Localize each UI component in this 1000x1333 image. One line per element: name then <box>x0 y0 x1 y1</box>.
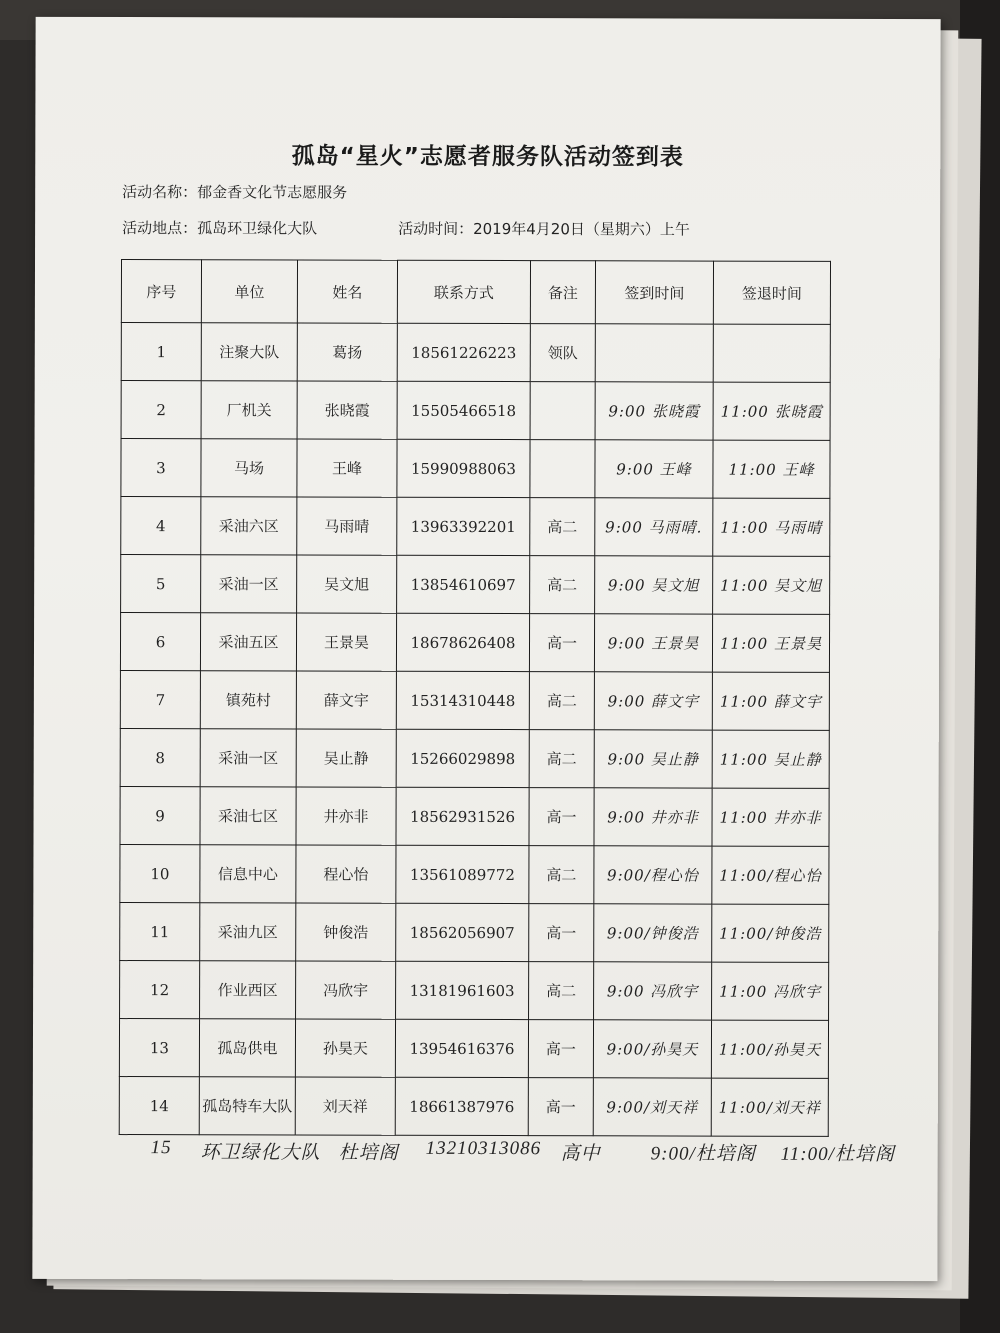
cell-note: 高二 <box>529 672 594 730</box>
table-row <box>120 787 829 847</box>
cell-phone: 13854610697 <box>397 555 530 613</box>
activity-time: 活动时间：2019年4月20日（星期六）上午 <box>398 219 690 239</box>
cell-unit: 采油九区 <box>200 903 296 961</box>
cell-sign-out: 11:00 王景昊 <box>712 614 829 672</box>
table-row <box>119 1077 828 1137</box>
cell-no: 13 <box>119 1019 199 1077</box>
sign-in-table <box>119 259 831 1137</box>
cell-name: 井亦非 <box>296 787 396 845</box>
cell-unit: 作业西区 <box>200 961 296 1019</box>
cell-name: 冯欣宇 <box>296 961 396 1019</box>
cell-sign-out: 11:00 吴止静 <box>712 730 829 788</box>
cell-unit: 厂机关 <box>201 381 297 439</box>
cell-note: 高二 <box>529 846 594 904</box>
table-row <box>120 613 829 673</box>
cell-sign-out: 11:00 马雨晴 <box>713 498 830 556</box>
cell-no: 14 <box>119 1077 199 1135</box>
cell-note <box>530 440 595 498</box>
cell-no: 5 <box>121 555 201 613</box>
cell-sign-in <box>595 324 713 382</box>
cell-note: 高一 <box>528 1078 593 1136</box>
table-row <box>121 555 830 615</box>
cell-phone: 18562931526 <box>396 787 529 845</box>
header-unit: 单位 <box>201 260 297 323</box>
cell-no: 10 <box>120 845 200 903</box>
handwritten-unit: 环卫绿化大队 <box>200 1142 321 1164</box>
cell-sign-out: 11:00 冯欣宇 <box>712 962 829 1020</box>
cell-unit: 孤岛供电 <box>199 1019 295 1077</box>
cell-phone: 13954616376 <box>395 1019 528 1077</box>
cell-sign-out <box>713 324 830 382</box>
cell-no: 1 <box>121 323 201 381</box>
handwritten-note: 高中 <box>560 1143 601 1165</box>
cell-unit: 信息中心 <box>200 845 296 903</box>
cell-sign-in: 9:00 马雨晴. <box>595 498 713 556</box>
cell-note: 高一 <box>528 1020 593 1078</box>
cell-no: 6 <box>120 613 200 671</box>
cell-no: 12 <box>120 961 200 1019</box>
cell-name: 张晓霞 <box>297 381 397 439</box>
table-header-row <box>121 260 830 325</box>
cell-name: 王峰 <box>297 439 397 497</box>
cell-note: 高二 <box>530 498 595 556</box>
activity-name: 活动名称：郁金香文化节志愿服务 <box>122 183 348 202</box>
cell-no: 7 <box>120 671 200 729</box>
cell-sign-out: 11:00 薛文宇 <box>712 672 829 730</box>
cell-phone: 15505466518 <box>397 381 530 439</box>
cell-sign-in: 9:00 王景昊 <box>594 614 712 672</box>
cell-sign-in: 9:00 井亦非 <box>594 788 712 846</box>
cell-no: 3 <box>121 439 201 497</box>
cell-note: 领队 <box>530 324 595 382</box>
cell-phone: 18661387976 <box>395 1077 528 1135</box>
cell-sign-out: 11:00 王峰 <box>713 440 830 498</box>
cell-sign-out: 11:00 吴文旭 <box>713 556 830 614</box>
cell-phone: 13181961603 <box>396 961 529 1019</box>
cell-phone: 13561089772 <box>396 845 529 903</box>
cell-phone: 15266029898 <box>396 729 529 787</box>
cell-sign-in: 9:00 张晓霞 <box>595 382 713 440</box>
cell-sign-out: 11:00/孙昊天 <box>711 1020 828 1078</box>
cell-sign-in: 9:00 薛文宇 <box>594 672 712 730</box>
cell-sign-in: 9:00 吴文旭 <box>595 556 713 614</box>
cell-name: 薛文宇 <box>296 671 396 729</box>
cell-note: 高二 <box>530 556 595 614</box>
cell-sign-in: 9:00/钟俊浩 <box>594 904 712 962</box>
cell-unit: 采油六区 <box>201 497 297 555</box>
handwritten-name: 杜培阁 <box>338 1142 399 1164</box>
cell-unit: 镇苑村 <box>200 671 296 729</box>
table-row <box>119 1019 828 1079</box>
cell-name: 葛扬 <box>297 323 397 381</box>
cell-name: 程心怡 <box>296 845 396 903</box>
cell-name: 钟俊浩 <box>296 903 396 961</box>
handwritten-no: 15 <box>150 1137 172 1159</box>
cell-sign-out: 11:00 井亦非 <box>712 788 829 846</box>
cell-note: 高一 <box>529 904 594 962</box>
table-row <box>120 961 829 1021</box>
table-row <box>121 381 830 441</box>
cell-sign-in: 9:00/程心怡 <box>594 846 712 904</box>
cell-unit: 采油一区 <box>200 729 296 787</box>
handwritten-sign-in: 9:00/杜培阁 <box>650 1143 756 1165</box>
cell-unit: 马场 <box>201 439 297 497</box>
cell-note: 高二 <box>529 962 594 1020</box>
cell-name: 孙昊天 <box>295 1019 395 1077</box>
cell-phone: 15314310448 <box>396 671 529 729</box>
cell-no: 4 <box>121 497 201 555</box>
cell-name: 王景昊 <box>296 613 396 671</box>
cell-sign-in: 9:00/孙昊天 <box>593 1020 711 1078</box>
cell-sign-in: 9:00 冯欣宇 <box>594 962 712 1020</box>
cell-unit: 采油七区 <box>200 787 296 845</box>
cell-sign-out: 11:00 张晓霞 <box>713 382 830 440</box>
cell-sign-in: 9:00 吴止静 <box>594 730 712 788</box>
header-no: 序号 <box>121 260 201 323</box>
table-row <box>120 903 829 963</box>
header-sign-in: 签到时间 <box>595 261 713 324</box>
cell-no: 9 <box>120 787 200 845</box>
cell-unit: 孤岛特车大队 <box>199 1077 295 1135</box>
cell-no: 2 <box>121 381 201 439</box>
activity-place: 活动地点：孤岛环卫绿化大队 <box>122 219 318 238</box>
cell-unit: 采油五区 <box>200 613 296 671</box>
cell-sign-in: 9:00/刘天祥 <box>593 1078 711 1136</box>
cell-no: 11 <box>120 903 200 961</box>
cell-phone: 13963392201 <box>397 497 530 555</box>
cell-name: 马雨晴 <box>297 497 397 555</box>
cell-sign-out: 11:00/钟俊浩 <box>712 904 829 962</box>
table-row <box>120 845 829 905</box>
cell-name: 刘天祥 <box>295 1077 395 1135</box>
table-row <box>121 439 830 499</box>
cell-sign-out: 11:00/刘天祥 <box>711 1078 828 1136</box>
handwritten-phone: 13210313086 <box>425 1137 542 1160</box>
cell-note: 高一 <box>529 788 594 846</box>
handwritten-extra-row <box>151 1137 931 1179</box>
table-row <box>120 671 829 731</box>
header-note: 备注 <box>530 261 595 324</box>
table-row <box>121 497 830 557</box>
sign-in-sheet <box>32 17 940 1281</box>
cell-name: 吴文旭 <box>297 555 397 613</box>
cell-note: 高二 <box>529 730 594 788</box>
header-phone: 联系方式 <box>397 260 530 323</box>
handwritten-sign-out: 11:00/杜培阁 <box>780 1143 895 1166</box>
cell-note <box>530 382 595 440</box>
table-row <box>120 729 829 789</box>
header-sign-out: 签退时间 <box>713 261 830 324</box>
sheet-title: 孤岛“星火”志愿者服务队活动签到表 <box>291 143 684 171</box>
cell-phone: 15990988063 <box>397 439 530 497</box>
cell-phone: 18561226223 <box>397 323 530 381</box>
cell-phone: 18678626408 <box>396 613 529 671</box>
cell-unit: 注聚大队 <box>201 323 297 381</box>
cell-unit: 采油一区 <box>201 555 297 613</box>
cell-no: 8 <box>120 729 200 787</box>
cell-phone: 18562056907 <box>396 903 529 961</box>
table-row <box>121 323 830 383</box>
header-name: 姓名 <box>297 260 397 323</box>
cell-sign-out: 11:00/程心怡 <box>712 846 829 904</box>
cell-name: 吴止静 <box>296 729 396 787</box>
cell-sign-in: 9:00 王峰 <box>595 440 713 498</box>
cell-note: 高一 <box>529 614 594 672</box>
